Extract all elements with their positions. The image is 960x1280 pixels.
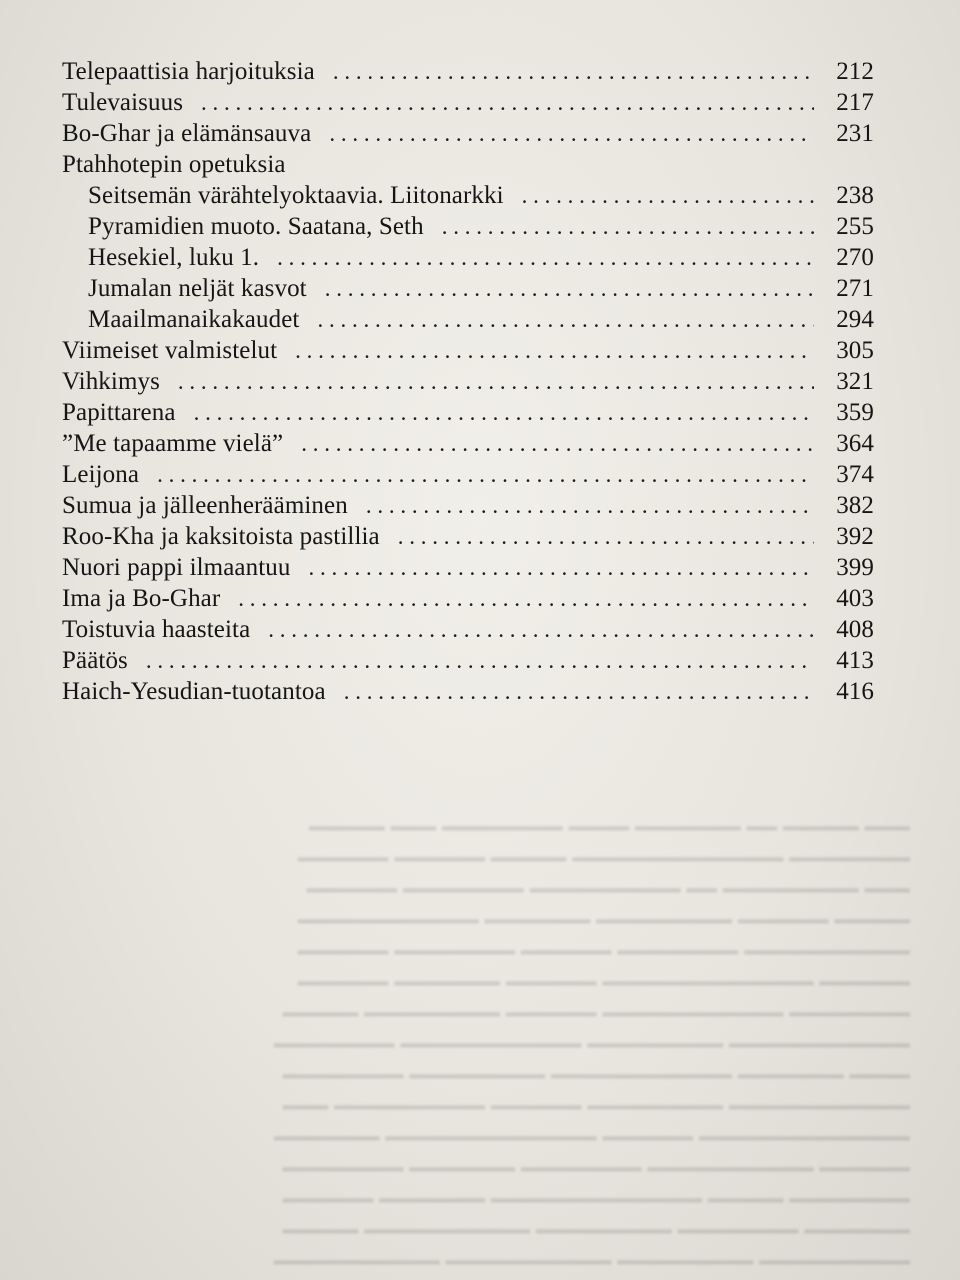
- toc-entry-page: 271: [836, 275, 874, 302]
- toc-entry: [62, 399, 874, 430]
- toc-entry-title: Leijona: [62, 461, 140, 488]
- toc-entry: [62, 678, 874, 709]
- dot-leader: [522, 183, 814, 209]
- toc-entry: [62, 492, 874, 523]
- dot-leader: [277, 245, 814, 271]
- dot-leader: [366, 493, 814, 519]
- toc-subentry: [62, 306, 874, 337]
- dot-leader: [178, 369, 814, 395]
- toc-entry-title: Jumalan neljät kasvot: [88, 275, 307, 302]
- toc-entry-title: Maailmanaikakaudet: [88, 306, 300, 333]
- toc-entry-title: ”Me tapaamme vielä”: [62, 430, 284, 457]
- toc-entry: [62, 647, 874, 678]
- dot-leader: [268, 617, 814, 643]
- toc-entry-title: Telepaattisia harjoituksia: [62, 58, 315, 85]
- toc-entry-title: Roo-Kha ja kaksitoista pastillia: [62, 523, 380, 550]
- dot-leader: [146, 648, 814, 674]
- dot-leader: [301, 431, 814, 457]
- toc-entry-page: 408: [836, 616, 874, 643]
- toc-entry-title: Papittarena: [62, 399, 176, 426]
- toc-entry-page: 374: [836, 461, 874, 488]
- toc-entry-page: 413: [836, 647, 874, 674]
- toc-entry-page: 403: [836, 585, 874, 612]
- toc-entry-title: Ima ja Bo-Ghar: [62, 585, 221, 612]
- toc-entry-page: 238: [836, 182, 874, 209]
- toc-entry-title: Tulevaisuus: [62, 89, 184, 116]
- toc-entry-page: 305: [836, 337, 874, 364]
- toc-entry: [62, 120, 874, 151]
- table-of-contents: [62, 58, 874, 709]
- toc-entry-title: Vihkimys: [62, 368, 160, 395]
- toc-entry-page: 399: [836, 554, 874, 581]
- toc-entry: [62, 430, 874, 461]
- toc-subentry: [62, 244, 874, 275]
- toc-entry-title: Sumua ja jälleenherääminen: [62, 492, 348, 519]
- toc-entry-page: 212: [836, 58, 874, 85]
- dot-leader: [398, 524, 814, 550]
- toc-entry: [62, 368, 874, 399]
- dot-leader: [238, 586, 814, 612]
- dot-leader: [325, 276, 814, 302]
- toc-entry-title: Toistuvia haasteita: [62, 616, 251, 643]
- toc-entry-page: 255: [836, 213, 874, 240]
- toc-entry-title: Bo-Ghar ja elämänsauva: [62, 120, 312, 147]
- toc-entry-title: Viimeiset valmistelut: [62, 337, 278, 364]
- toc-entry-page: 359: [836, 399, 874, 426]
- toc-entry-title: Pyramidien muoto. Saatana, Seth: [88, 213, 424, 240]
- toc-entry-page: 382: [836, 492, 874, 519]
- toc-entry-title: Ptahhotepin opetuksia: [62, 151, 286, 178]
- toc-entry-title: Haich-Yesudian-tuotantoa: [62, 678, 326, 705]
- toc-subentry: [62, 275, 874, 306]
- toc-entry-page: 321: [836, 368, 874, 395]
- dot-leader: [317, 307, 814, 333]
- dot-leader: [329, 121, 814, 147]
- toc-entry: [62, 616, 874, 647]
- dot-leader: [344, 679, 814, 705]
- toc-entry-title: Nuori pappi ilmaantuu: [62, 554, 291, 581]
- toc-entry: [62, 585, 874, 616]
- toc-entry-title: Päätös: [62, 647, 128, 674]
- toc-entry: [62, 461, 874, 492]
- toc-entry-title: Seitsemän värähtelyoktaavia. Liitonarkki: [88, 182, 504, 209]
- toc-subentry: [62, 182, 874, 213]
- toc-entry-page: 217: [836, 89, 874, 116]
- dot-leader: [295, 338, 814, 364]
- dot-leader: [194, 400, 814, 426]
- toc-subentry: [62, 213, 874, 244]
- toc-entry-page: 231: [836, 120, 874, 147]
- toc-entry: [62, 89, 874, 120]
- toc-entry-page: 364: [836, 430, 874, 457]
- dot-leader: [308, 555, 814, 581]
- toc-entry: [62, 337, 874, 368]
- toc-entry: [62, 523, 874, 554]
- dot-leader: [333, 59, 814, 85]
- bleed-through-texture: ━━━ ━━━━━ ━━ ━━━━━━━ ━━━━ ━━━━━━━━ ━━━ ━━━━━ ━━━━━━━━ ━━━━━━━━━━━━━━ ━━━━━ ━━━━━━ ━━━━━━ ━━━ ━━━━━━━━━ ━━ ━━━━━━━━━━ ━━━━━━━━ ━━━━━━ ━━━━━ ━━━━━━ ━━━━━━━━━ ━━━━━━━ ━━━━━━━━━━━━ ━━━━━━━━━━━ ━━━━━━━━ ━━━━━━ ━━━━━━━━ ━━━━━━ ━━━━━━ ━━━━━━━━━━━━━━ ━━━━━━ ━━━━━━━ ━━━━━━ ━━━━━━━━ ━━━━━━━━━━━━ ━━━━━━ ━━━━━━━━━ ━━━━━ ━━━━━━━━━━━━ ━━━━━━━━━ ━━━━━━━━━━━━ ━━━━━━━━ ━━━━ ━━━━━━━ ━━━━━━━━━━━━ ━━━━━━━━━ ━━━━━━━━ ━━━━━━━━━━━━ ━━━━━━━━━ ━━━━━━ ━━━━━━━━━━ ━━━ ━━━━━━━━━━━━━━ ━━━━━━ ━━━━━━━━━━━━━━ ━━━━━━━ ━━━━━━ ━━━━━━━━━━━ ━━━━━━━━ ━━━━━━━ ━━━━━━━━ ━━━━━━━━ ━━━━━ ━━━━━━━━━━━━━━ ━━━━━━━ ━━━━━━ ━━━━━━━ ━━━━━━━━ ━━━━━━━━━ ━━━━━━━━━━━ ━━━━━ ━━━━━━━━━━ ━━━━━━━━━ ━━━━━━━━━━━ ━━━━━━━━━━━: [274, 816, 910, 1277]
- dot-leader: [201, 90, 814, 116]
- toc-entry: [62, 554, 874, 585]
- toc-entry-title: Hesekiel, luku 1.: [88, 244, 260, 271]
- toc-entry: [62, 58, 874, 89]
- toc-section-heading: [62, 151, 874, 182]
- toc-entry-page: 294: [836, 306, 874, 333]
- toc-entry-page: 416: [836, 678, 874, 705]
- toc-entry-page: 392: [836, 523, 874, 550]
- toc-entry-page: 270: [836, 244, 874, 271]
- dot-leader: [442, 214, 814, 240]
- dot-leader: [157, 462, 814, 488]
